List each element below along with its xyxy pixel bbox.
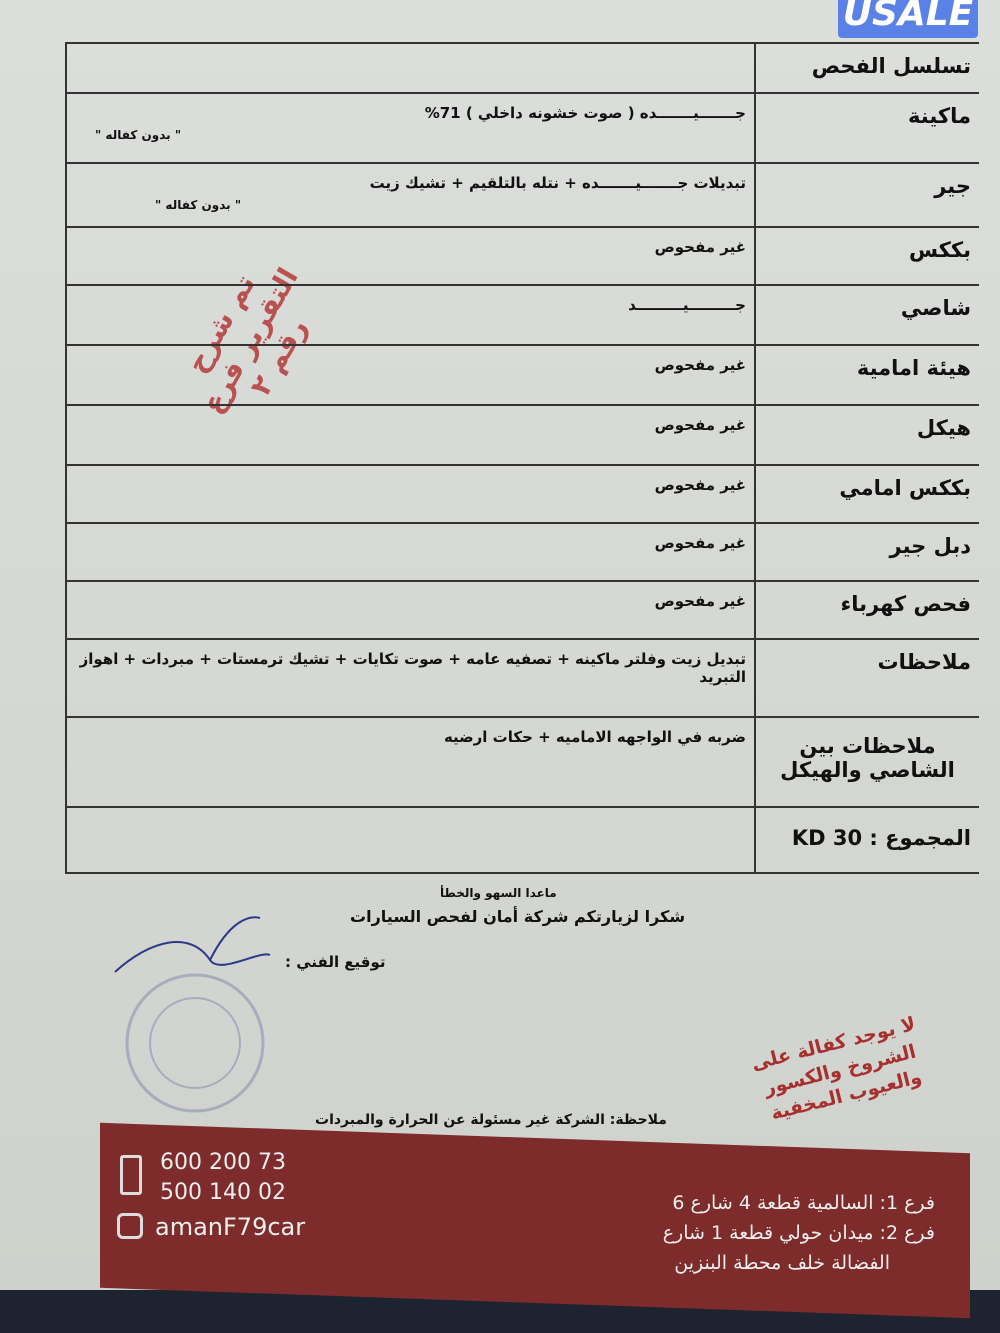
thanks-text: شكرا لزيارتكم شركة أمان لفحص السيارات bbox=[350, 907, 686, 926]
total-label: المجموع : KD 30 bbox=[754, 808, 979, 872]
row-label: ملاحظات بين الشاصي والهيكل bbox=[754, 718, 979, 806]
branch-2-address: الفضالة خلف محطة البنزين bbox=[674, 1252, 890, 1274]
instagram-handle: amanF79car bbox=[155, 1213, 306, 1241]
row-label: دبل جير bbox=[754, 524, 979, 580]
header-row bbox=[67, 44, 979, 94]
row-label: ماكينة bbox=[754, 94, 979, 162]
row-value: جـــــــــيـــــــــد bbox=[628, 296, 746, 314]
no-warranty-notice: لا يوجد كفالة على الشروخ والكسور والعيوب المخفية bbox=[749, 1012, 925, 1125]
row-note: " بدون كفاله " bbox=[95, 128, 182, 142]
table-row bbox=[67, 94, 979, 164]
row-label: جير bbox=[754, 164, 979, 226]
row-value: تبديلات جـــــــيـــــــده + نتله بالتلقيم + تشيك زيت bbox=[369, 174, 746, 192]
phone-1: 600 200 73 bbox=[160, 1150, 286, 1175]
branch-2: فرع 2: ميدان حولي قطعة 1 شارع bbox=[662, 1222, 935, 1244]
row-label: فحص كهرباء bbox=[754, 582, 979, 638]
row-value: غير مفحوص bbox=[654, 534, 746, 552]
row-value: غير مفحوص bbox=[654, 356, 746, 374]
row-value: غير مفحوص bbox=[654, 592, 746, 610]
row-label: هيئة امامية bbox=[754, 346, 979, 404]
row-value: جـــــــيـــــــده ( صوت خشونه داخلي ) 71% bbox=[424, 104, 746, 122]
row-value: تبديل زيت وفلتر ماكينه + تصفيه عامه + صوت تكايات + تشيك ترمستات + مبردات + اهواز التبريد bbox=[79, 650, 746, 686]
row-note: " بدون كفاله " bbox=[155, 198, 242, 212]
row-value: ضربه في الواجهه الاماميه + حكات ارضيه bbox=[443, 728, 746, 746]
table-row bbox=[67, 164, 979, 228]
row-value bbox=[67, 808, 754, 872]
disclaimer: ملاحظة: الشركة غير مسئولة عن الحرارة والمبردات bbox=[315, 1112, 667, 1128]
row-label: بككس امامي bbox=[754, 466, 979, 522]
row-value: غير مفحوص bbox=[654, 238, 746, 256]
row-value: غير مفحوص bbox=[654, 416, 746, 434]
inspection-table bbox=[65, 42, 979, 874]
phone-2: 500 140 02 bbox=[160, 1180, 286, 1205]
row-label: بككس bbox=[754, 228, 979, 284]
signature-label: توقيع الفني : bbox=[285, 953, 386, 971]
usale-watermark: USALE bbox=[838, 0, 978, 38]
header-label: تسلسل الفحص bbox=[754, 44, 979, 92]
errors-note: ماعدا السهو والخطأ bbox=[440, 886, 557, 900]
row-value: غير مفحوص bbox=[654, 476, 746, 494]
branch-1: فرع 1: السالمية قطعة 4 شارع 6 bbox=[672, 1192, 935, 1214]
row-label: ملاحظات bbox=[754, 640, 979, 716]
row-label: هيكل bbox=[754, 406, 979, 464]
row-label: شاصي bbox=[754, 286, 979, 344]
phone-icon bbox=[120, 1155, 142, 1195]
company-seal bbox=[120, 968, 270, 1118]
explained-stamp: تم شرح التقرير فرع رقم ٢ bbox=[179, 261, 314, 419]
instagram-icon bbox=[117, 1213, 143, 1239]
